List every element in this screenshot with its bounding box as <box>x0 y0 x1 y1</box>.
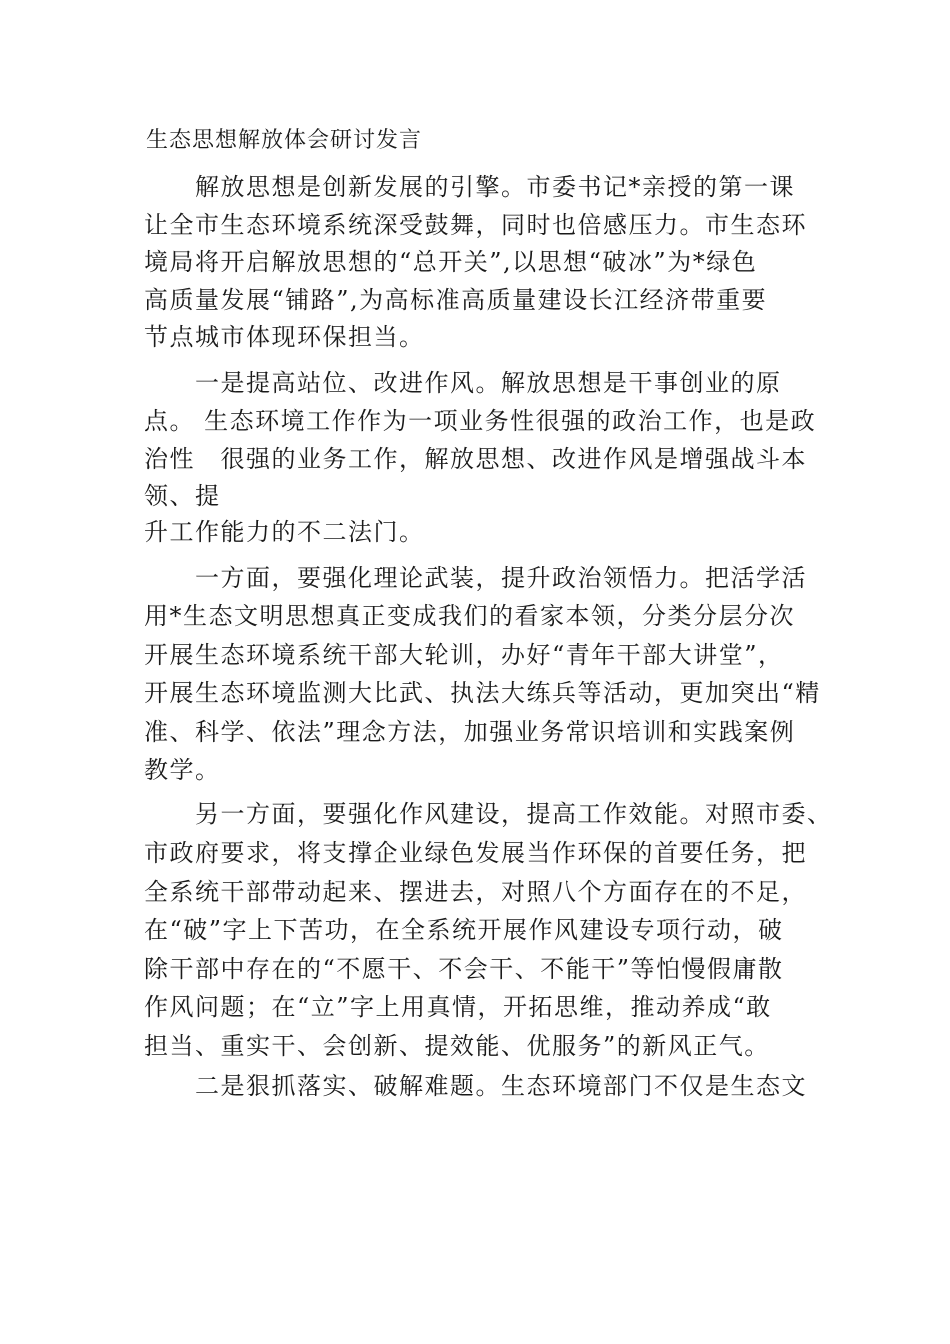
text-line: 另一方面，要强化作风建设，提高工作效能。对照市委、 <box>144 800 833 828</box>
text-line: 一是提高站位、改进作风。解放思想是干事创业的原 <box>144 369 782 397</box>
document-title: 生态思想解放体会研讨发言 <box>146 128 423 153</box>
text-line: 开展生态环境监测大比武、执法大练兵等活动，更加突出“精 <box>144 679 821 707</box>
text-line: 开展生态环境系统干部大轮训，办好“青年干部大讲堂”， <box>144 641 784 669</box>
text-line: 二是狠抓落实、破解难题。生态环境部门不仅是生态文 <box>144 1072 807 1100</box>
text-line: 在“破”字上下苦功，在全系统开展作风建设专项行动，破 <box>144 916 784 944</box>
text-line: 市政府要求，将支撑企业绿色发展当作环保的首要任务，把 <box>144 839 807 867</box>
text-line: 解放思想是创新发展的引擎。市委书记*亲授的第一课 <box>144 173 795 201</box>
text-line: 让全市生态环境系统深受鼓舞，同时也倍感压力。市生态环 <box>144 211 807 239</box>
text-line: 准、科学、依法”理念方法，加强业务常识培训和实践案例 <box>144 718 796 746</box>
text-line: 除干部中存在的“不愿干、不会干、不能干”等怕慢假庸散 <box>144 955 784 983</box>
text-line: 境局将开启解放思想的“总开关”,以思想“破冰”为*绿色 <box>144 248 758 276</box>
text-line: 节点城市体现环保担当。 <box>144 323 425 351</box>
text-line: 治性 很强的业务工作，解放思想、改进作风是增强战斗本 <box>144 445 807 473</box>
text-line: 升工作能力的不二法门。 <box>144 518 425 546</box>
text-line: 领、提 <box>144 482 221 510</box>
text-line: 一方面，要强化理论武装，提升政治领悟力。把活学活 <box>144 564 807 592</box>
text-line: 高质量发展“铺路”,为高标准高质量建设长江经济带重要 <box>144 286 768 314</box>
text-line: 点。 生态环境工作作为一项业务性很强的政治工作，也是政 <box>144 407 817 435</box>
text-line: 作风问题；在“立”字上用真情，开拓思维，推动养成“敢 <box>144 993 772 1021</box>
text-line: 教学。 <box>144 756 221 784</box>
text-line: 用*生态文明思想真正变成我们的看家本领，分类分层分次 <box>144 602 795 630</box>
text-line: 全系统干部带动起来、摆进去，对照八个方面存在的不足， <box>144 878 807 906</box>
text-line: 担当、重实干、会创新、提效能、优服务”的新风正气。 <box>144 1032 770 1060</box>
